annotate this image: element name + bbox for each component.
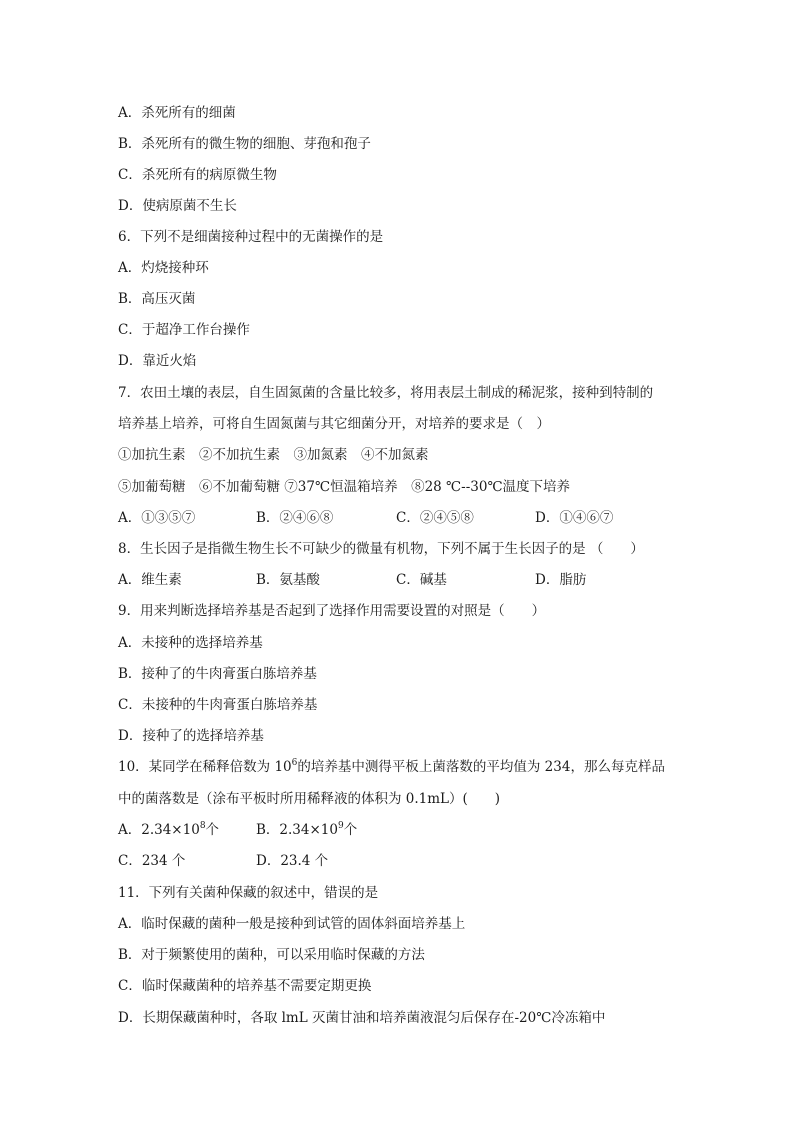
question-7-option-d: D．①④⑥⑦ bbox=[535, 510, 614, 526]
question-7-items-line-2: ⑤加葡萄糖 ⑥不加葡萄糖 ⑦37℃恒温箱培养 ⑧28 ℃--30℃温度下培养 bbox=[118, 479, 571, 495]
question-10-option-c: C．234 个 bbox=[118, 853, 186, 869]
option-b: B．杀死所有的微生物的细胞、芽孢和孢子 bbox=[118, 136, 371, 152]
question-6-option-d: D．靠近火焰 bbox=[118, 353, 197, 369]
question-8-option-a: A．维生素 bbox=[118, 572, 182, 588]
option-b-base: B．2.34×10 bbox=[256, 822, 338, 838]
question-9-option-b: B．接种了的牛肉膏蛋白胨培养基 bbox=[118, 666, 317, 682]
question-6-option-b: B．高压灭菌 bbox=[118, 291, 196, 307]
question-10-stem-line-1 bbox=[118, 758, 665, 776]
option-b-unit: 个 bbox=[343, 822, 358, 838]
option-c: C．杀死所有的病原微生物 bbox=[118, 167, 277, 183]
question-6-option-a: A．灼烧接种环 bbox=[118, 260, 209, 276]
question-10-option-a bbox=[118, 821, 219, 839]
question-8-option-d: D．脂肪 bbox=[535, 572, 587, 588]
option-d: D．使病原菌不生长 bbox=[118, 198, 237, 214]
question-10-option-b bbox=[256, 821, 357, 839]
question-9-option-d: D．接种了的选择培养基 bbox=[118, 728, 264, 744]
question-9-stem: 9．用来判断选择培养基是否起到了选择作用需要设置的对照是（ ） bbox=[118, 603, 546, 619]
question-8-stem: 8．生长因子是指微生物生长不可缺少的微量有机物，下列不属于生长因子的是 （ ） bbox=[118, 541, 644, 557]
question-7-stem-line-1: 7．农田土壤的表层，自生固氮菌的含量比较多，将用表层土制成的稀泥浆，接种到特制的 bbox=[118, 385, 654, 401]
question-6-stem: 6．下列不是细菌接种过程中的无菌操作的是 bbox=[118, 229, 384, 245]
option-a-base: A．2.34×10 bbox=[118, 822, 200, 838]
question-6-option-c: C．于超净工作台操作 bbox=[118, 322, 250, 338]
question-7-option-a: A．①③⑤⑦ bbox=[118, 510, 196, 526]
question-10-option-d: D．23.4 个 bbox=[256, 853, 329, 869]
question-11-option-d: D．长期保藏菌种时，各取 lmL 灭菌甘油和培养菌液混匀后保存在-20℃冷冻箱中 bbox=[118, 1010, 606, 1026]
question-7-option-b: B．②④⑥⑧ bbox=[256, 510, 334, 526]
option-a-exponent: 8 bbox=[199, 821, 206, 831]
question-9-option-c: C．未接种的牛肉膏蛋白胨培养基 bbox=[118, 697, 318, 713]
question-8-option-b: B．氨基酸 bbox=[256, 572, 320, 588]
option-b-exponent: 9 bbox=[337, 821, 344, 831]
question-9-option-a: A．未接种的选择培养基 bbox=[118, 635, 263, 651]
question-11-option-b: B．对于频繁使用的菌种，可以采用临时保藏的方法 bbox=[118, 947, 425, 963]
question-10-stem-post: 的培养基中测得平板上菌落数的平均值为 234，那么每克样品 bbox=[297, 759, 665, 775]
option-a: A．杀死所有的细菌 bbox=[118, 105, 236, 121]
question-11-option-a: A．临时保藏的菌种一般是接种到试管的固体斜面培养基上 bbox=[118, 916, 466, 932]
option-a-unit: 个 bbox=[205, 822, 220, 838]
question-10-stem-line-2: 中的菌落数是（涂布平板时所用稀释液的体积为 0.1mL）( ) bbox=[118, 791, 501, 807]
question-11-option-c: C．临时保藏菌种的培养基不需要定期更换 bbox=[118, 978, 372, 994]
question-7-option-c: C．②④⑤⑧ bbox=[396, 510, 474, 526]
question-7-stem-line-2: 培养基上培养，可将自生固氮菌与其它细菌分开，对培养的要求是（ ） bbox=[118, 416, 550, 432]
question-10-exponent: 6 bbox=[291, 758, 298, 768]
question-8-option-c: C．碱基 bbox=[396, 572, 447, 588]
question-7-items-line-1: ①加抗生素 ②不加抗生素 ③加氮素 ④不加氮素 bbox=[118, 447, 429, 463]
question-10-stem-pre: 10．某同学在稀释倍数为 10 bbox=[118, 759, 292, 775]
question-11-stem: 11．下列有关菌种保藏的叙述中，错误的是 bbox=[118, 885, 379, 901]
